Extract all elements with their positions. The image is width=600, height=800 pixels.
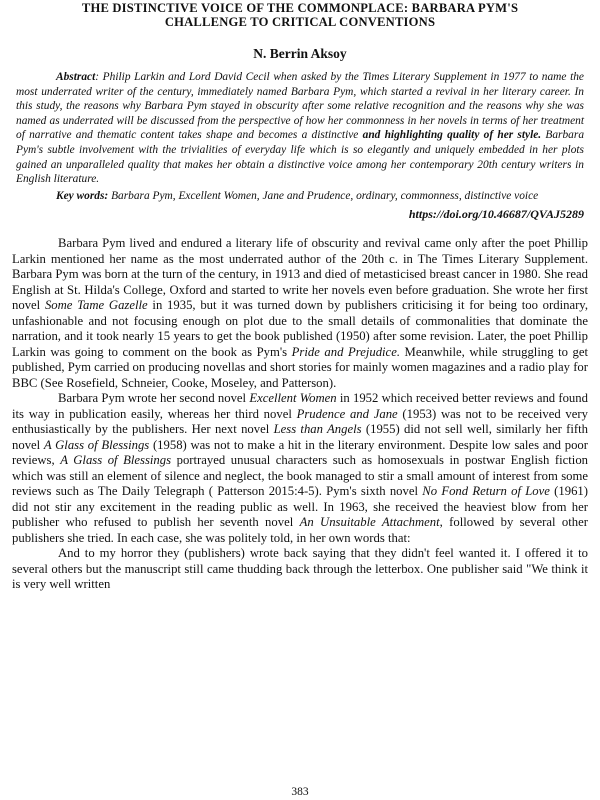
title-line-2: CHALLENGE TO CRITICAL CONVENTIONS — [164, 15, 436, 29]
abstract-label: Abstract — [56, 71, 96, 83]
block-quote: And to my horror they (publishers) wrote back saying that they didn't feel wanted it. I offered it to several others but the manuscript still came thudding back through the letterbox. One publisher said "We think it is very well written — [12, 546, 588, 592]
abstract-text-a: : Philip Larkin and Lord David Cecil when asked by the Times Literary Supplement in 1977 to name the most underrated writer of the century, immediately named Barbara Pym, which started a revival in her literary career. In this study, the reasons why Barbara Pym stayed in obscurity after some relative recognition and the reasons why she was named as underrated will be discussed from the perspective of how her commonness in her novels in terms of her treatment of narrative and thematic content takes shape and becomes a distinctive — [16, 71, 584, 142]
author-name: N. Berrin Aksoy — [253, 46, 347, 61]
p2-text: (1961) did not stir any excitement in the reading public as well. In 1963, she received the heaviest blow from her publisher who refused to publish her seventh novel — [12, 484, 588, 530]
abstract — [16, 70, 584, 187]
p2-italic-title: No Fond Return of Love — [422, 484, 550, 499]
doi-link[interactable]: https://doi.org/10.46687/QVAJ5289 — [408, 207, 584, 222]
p2-text: (1958) was not to make a hit in the literary environment. Despite low sales and poor reviews, — [12, 437, 588, 468]
abstract-text-bold: and highlighting quality of her style. — [362, 129, 542, 142]
p2-italic-title: An Unsuitable Attachment — [299, 515, 440, 530]
p2-italic-title: A Glass of Blessings — [43, 437, 150, 452]
paragraph-2 — [12, 391, 588, 546]
p2-italic-title: Excellent Women — [249, 391, 337, 406]
p2-text: , followed by several other publishers she tried. In each case, she was politely told, in her own words that: — [12, 515, 588, 545]
p2-italic-title: Less than Angels — [273, 422, 362, 437]
p2-text: Barbara Pym wrote her second novel — [58, 391, 250, 406]
p1-italic-title: Some Tame Gazelle — [44, 298, 148, 313]
keywords-text: Barbara Pym, Excellent Women, Jane and Prudence, ordinary, commonness, distinctive voice — [108, 189, 539, 202]
paragraph-1 — [12, 236, 588, 391]
title-line-1: THE DISTINCTIVE VOICE OF THE COMMONPLACE: BARBARA PYM'S — [81, 1, 519, 15]
p1-text: Meanwhile, while struggling to get published, Pym carried on producing novellas and short stories for mainly women magazines and a radio play for BBC (See Rosefield, Schneier, Cooke, Moseley, and Patterson). — [12, 344, 589, 390]
page-number: 383 — [291, 786, 309, 798]
p2-text: portrayed unusual characters such as homosexuals in postwar English fiction which was still an element of silence and neglect, the book managed to stir a small amount of interest from some reviews such as The Daily Telegraph ( Patterson 2015:4-5). Pym's sixth novel — [12, 453, 589, 499]
p2-text: (1955) did not sell well, similarly her fifth novel — [12, 422, 588, 452]
p2-italic-title: Prudence and Jane — [296, 406, 398, 421]
p2-text: (1953) was not to be received very enthusiastically by the publishers. Her next novel — [12, 406, 588, 437]
body-text — [12, 236, 588, 593]
p1-italic-title: Pride and Prejudice. — [291, 344, 400, 359]
paper-title — [12, 0, 588, 29]
abstract-text-b: Barbara Pym's subtle involvement with the trivialities of everyday life which is so elegantly and uniquely embedded in her plots gained an unparalleled quality that makes her obtain a distinctive voice among her contemporary 20th century writers in English literature. — [16, 129, 585, 186]
keywords — [16, 189, 584, 204]
p2-text: in 1952 which received better reviews and found its way in publication easily, whereas her third novel — [12, 391, 588, 421]
p2-italic-title: A Glass of Blessings — [60, 453, 172, 468]
keywords-label: Key words: — [56, 189, 109, 202]
p1-text: Barbara Pym lived and endured a literary life of obscurity and revival came only after the poet Phillip Larkin mentioned her name as the most underrated author of the 20th c. in The Times Literary Supplement. Barbara Pym was born at the turn of the century, in 1913 and died of metasticised breast cancer in 1980. She read English at St. Hilda's College, Oxford and started to write her novels even before graduation. She wrote her first novel — [12, 236, 588, 313]
p1-text: in 1935, but it was turned down by publishers criticising it for being too ordinary, unfashionable and not focusing enough on plot due to the small details of commonalities that dominate the narration, and it took nearly 15 years to get the book published (1950) after some revision. Later, the poet Phillip Larkin was going to comment on the book as Pym's — [12, 298, 588, 359]
